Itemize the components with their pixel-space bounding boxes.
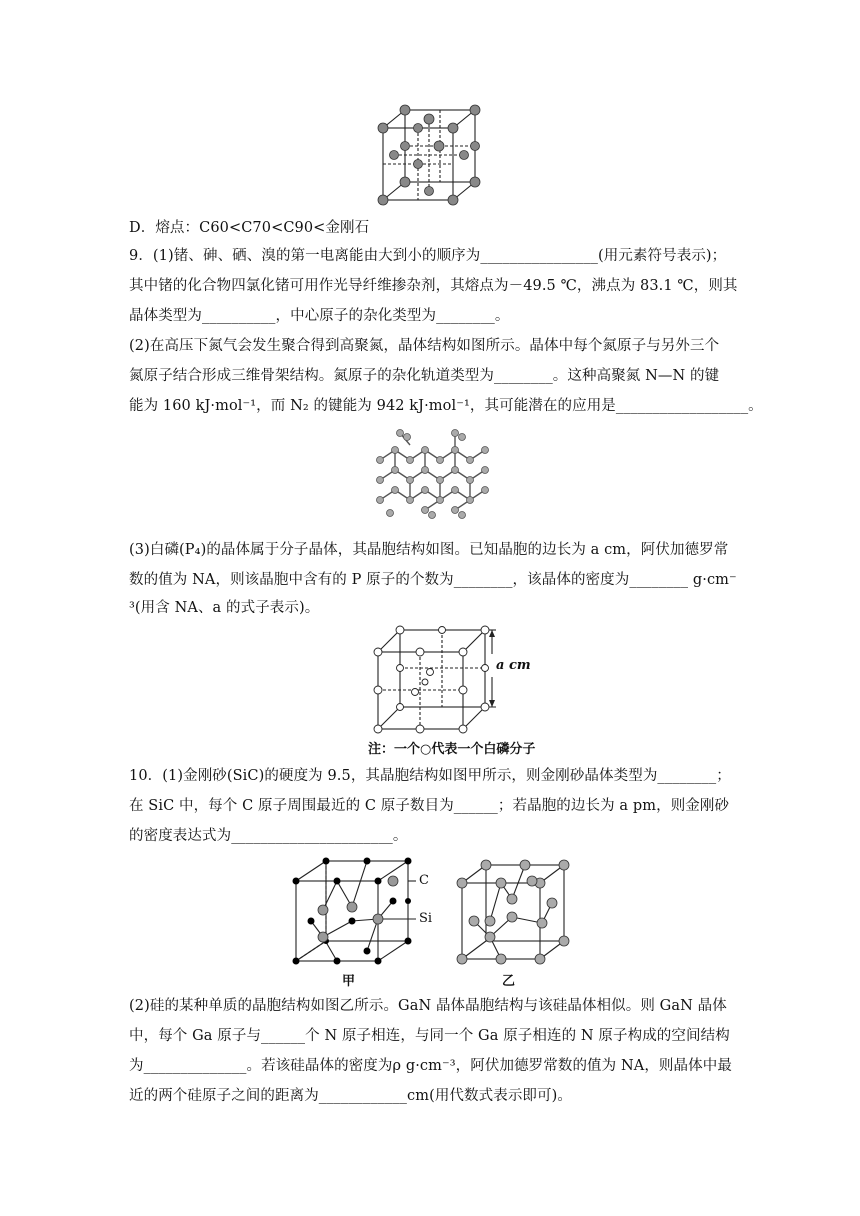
crystal-cell-figure-top bbox=[375, 100, 490, 212]
caption-yi: 乙 bbox=[502, 974, 516, 989]
q10-part1-line3: 的密度表达式为______________________。 bbox=[129, 828, 408, 844]
label-c: C bbox=[419, 873, 429, 888]
silicon-cell-figure-yi bbox=[452, 857, 577, 969]
sic-cell-figure-jia bbox=[290, 855, 433, 967]
q10-part2-line2: 中，每个 Ga 原子与______个 N 原子相连，与同一个 Ga 原子相连的 N 原子构成的空间结构 bbox=[129, 1028, 730, 1044]
q10-part2-line1: (2)硅的某种单质的晶胞结构如图乙所示。GaN 晶体晶胞结构与该硅晶体相似。则 GaN 晶体 bbox=[129, 998, 727, 1014]
q9-part2-line1: (2)在高压下氮气会发生聚合得到高聚氮，晶体结构如图所示。晶体中每个氮原子与另外三个 bbox=[129, 338, 720, 354]
q10-part2-line3: 为______________。若该硅晶体的密度为ρ g·cm⁻³，阿伏加德罗常数的值为 NA，则晶体中最 bbox=[129, 1058, 732, 1074]
white-phosphorus-cell-figure bbox=[370, 622, 520, 734]
q9-part3-line1: (3)白磷(P₄)的晶体属于分子晶体，其晶胞结构如图。已知晶胞的边长为 a cm，阿伏加德罗常 bbox=[129, 542, 729, 558]
q9-part3-line2: 数的值为 NA，则该晶胞中含有的 P 原子的个数为________，该晶体的密度为________ g·cm⁻ bbox=[129, 572, 737, 588]
q9-part2-line3: 能为 160 kJ·mol⁻¹，而 N₂ 的键能为 942 kJ·mol⁻¹，其可能潜在的应用是__________________。 bbox=[129, 398, 763, 414]
fig3-caption: 注：一个○代表一个白磷分子 bbox=[368, 742, 536, 757]
fig3-edge-label: a cm bbox=[496, 658, 531, 673]
label-si: Si bbox=[419, 911, 433, 926]
polymeric-nitrogen-figure bbox=[370, 425, 495, 525]
option-d: D．熔点：C60<C70<C90<金刚石 bbox=[129, 220, 370, 236]
q10-part1-line1: 10．(1)金刚砂(SiC)的硬度为 9.5，其晶胞结构如图甲所示，则金刚砂晶体类型为________； bbox=[129, 768, 731, 784]
q10-part1-line2: 在 SiC 中，每个 C 原子周围最近的 C 原子数目为______；若晶胞的边长为 a pm，则金刚砂 bbox=[129, 798, 730, 814]
q10-part2-line4: 近的两个硅原子之间的距离为____________cm(用代数式表示即可)。 bbox=[129, 1088, 572, 1104]
q9-part2-line2: 氮原子结合形成三维骨架结构。氮原子的杂化轨道类型为________。这种高聚氮 N—N 的键 bbox=[129, 368, 720, 384]
q9-part1-line1: 9．(1)锗、砷、硒、溴的第一电离能由大到小的顺序为________________(用元素符号表示)； bbox=[129, 248, 727, 264]
q9-part1-line2: 其中锗的化合物四氯化锗可用作光导纤维掺杂剂，其熔点为－49.5 ℃，沸点为 83.1 ℃，则其 bbox=[129, 278, 738, 294]
q9-part1-line3: 晶体类型为__________，中心原子的杂化类型为________。 bbox=[129, 308, 510, 324]
q9-part3-line3: ³(用含 NA、a 的式子表示)。 bbox=[129, 600, 320, 616]
caption-jia: 甲 bbox=[342, 974, 356, 989]
